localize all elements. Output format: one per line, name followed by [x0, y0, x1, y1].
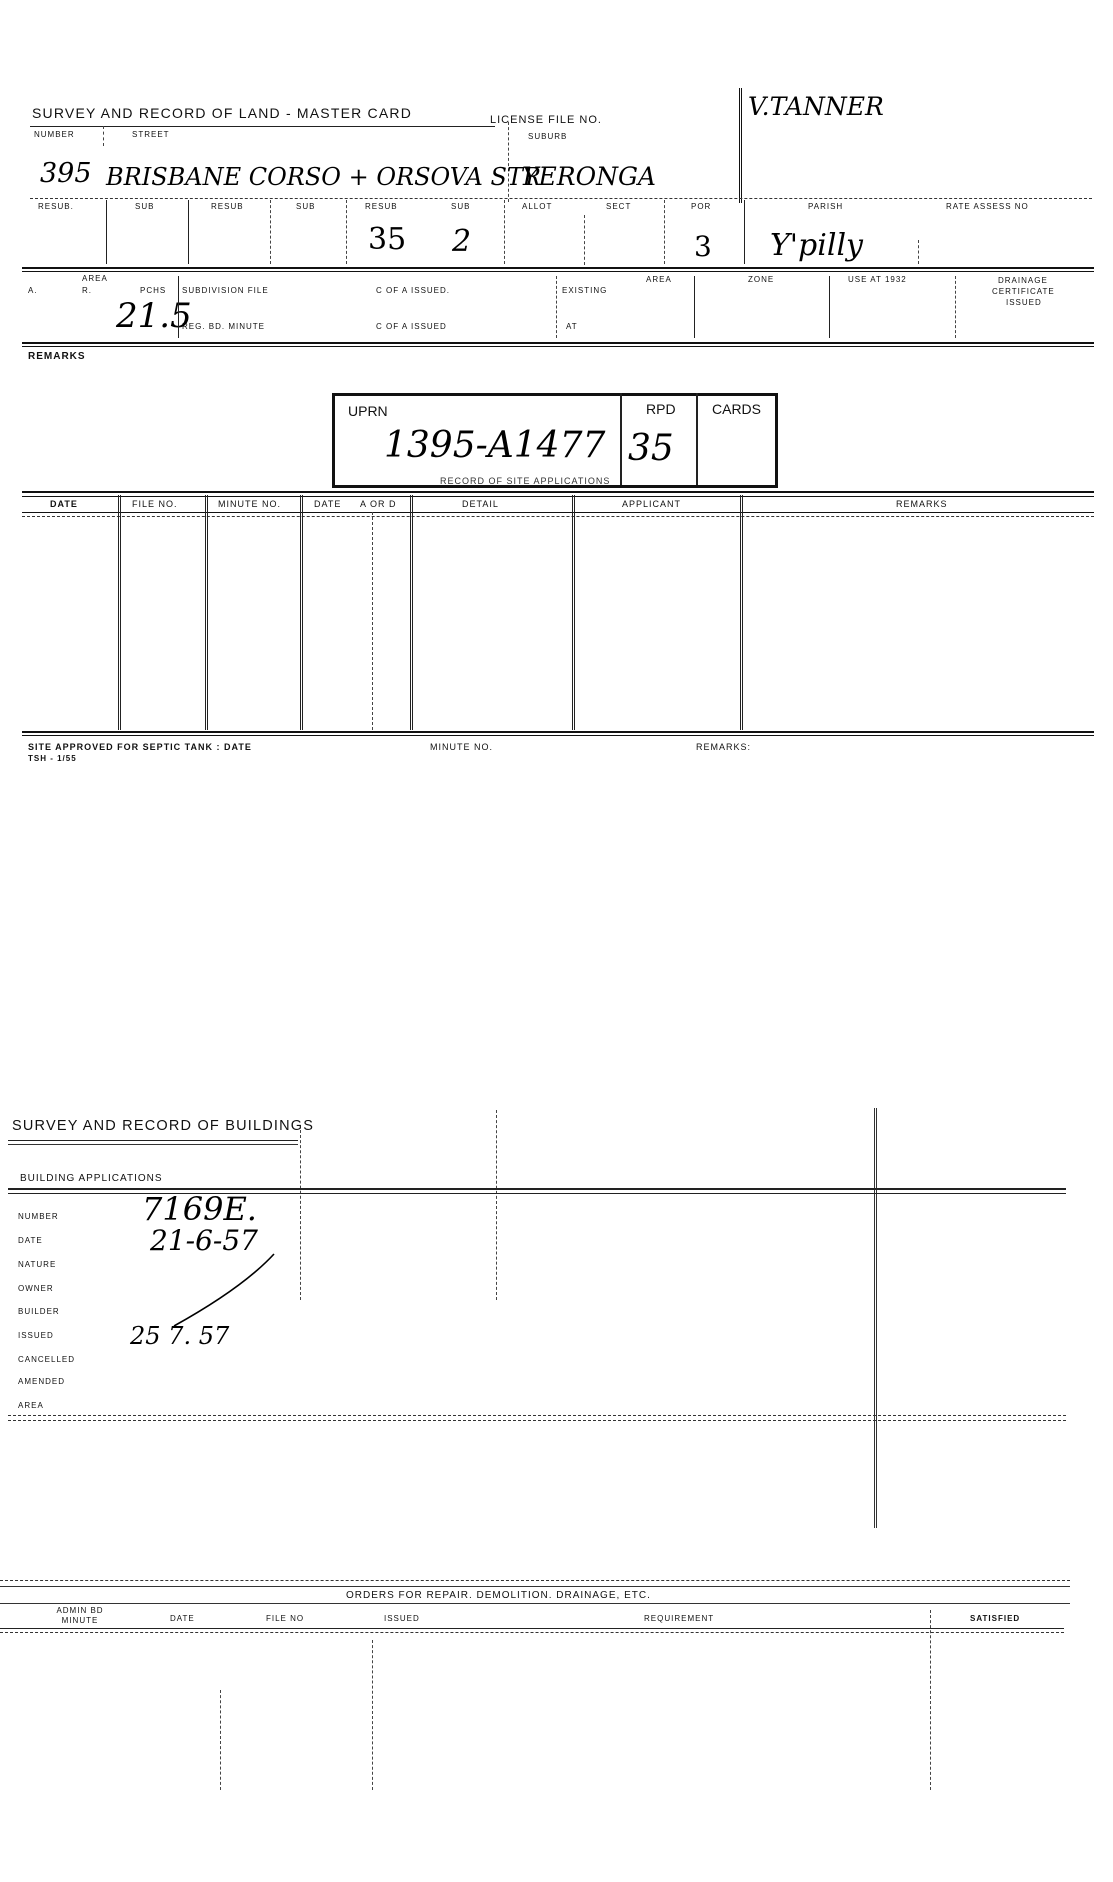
resub2-label: RESUB [211, 202, 244, 211]
orders-col-div-3 [930, 1610, 931, 1790]
col-div-5 [504, 200, 505, 264]
building-applications-label: BUILDING APPLICATIONS [20, 1173, 163, 1184]
reg-bd-minute-label: REG. BD. MINUTE [182, 322, 266, 331]
ba-bottom-rule [8, 1415, 1066, 1416]
buildings-mid-divider [496, 1110, 497, 1300]
orders-col-div-1 [220, 1690, 221, 1790]
site-col-div-5 [410, 495, 413, 730]
site-header-rule-b [22, 516, 1094, 517]
site-col-div-3 [300, 495, 303, 730]
suburb-label: SUBURB [528, 132, 568, 141]
land-card-title: SURVEY AND RECORD OF LAND - MASTER CARD [32, 105, 413, 121]
title-underline [30, 126, 495, 127]
orders-heading-rule [0, 1603, 1070, 1604]
allot-label: ALLOT [522, 202, 553, 211]
orders-header-rule [0, 1628, 1064, 1629]
site-table-bottom [22, 731, 1094, 733]
col-div-7 [664, 200, 665, 264]
col-detail: DETAIL [462, 499, 499, 509]
site-col-div-7 [740, 495, 743, 730]
certificate-label: CERTIFICATE [992, 287, 1055, 296]
street-label: STREET [132, 130, 170, 139]
street-handwritten: BRISBANE CORSO + ORSOVA STR [106, 163, 541, 191]
ba-bottom-rule-b [8, 1420, 1066, 1421]
col-div-2 [188, 200, 189, 264]
field-date: DATE [18, 1236, 43, 1245]
col-div-8 [744, 200, 745, 264]
col-div-4 [346, 200, 347, 264]
resub-label: RESUB. [38, 202, 74, 211]
sub3-label: SUB [451, 202, 471, 211]
site-col-div-2 [205, 495, 208, 730]
field-area: AREA [18, 1401, 44, 1410]
field-owner: OWNER [18, 1284, 54, 1293]
orders-col-div-2 [372, 1640, 373, 1790]
orders-col-file-no: FILE NO [266, 1614, 305, 1623]
ba-date-handwritten: 21-6-57 [150, 1224, 258, 1257]
ba-number-handwritten: 7169E. [142, 1190, 257, 1228]
c-of-a-issued-label: C OF A ISSUED. [376, 286, 451, 295]
sub2-label: SUB [296, 202, 316, 211]
field-cancelled: CANCELLED [18, 1355, 76, 1364]
row-divider-2b [22, 271, 1094, 272]
field-nature: NATURE [18, 1260, 57, 1269]
col-div-6 [584, 215, 585, 265]
resub-handwritten: 35 [368, 222, 407, 257]
buildings-title-underline-b [8, 1144, 298, 1145]
field-amended: AMENDED [18, 1377, 66, 1386]
field-number: NUMBER [18, 1212, 59, 1221]
area-label: AREA [82, 274, 108, 283]
col-div-9 [918, 240, 919, 264]
por-label: POR [691, 202, 712, 211]
zone-label: ZONE [748, 275, 775, 284]
r-label: R. [82, 286, 92, 295]
buildings-title-underline [8, 1140, 298, 1141]
owner-name-handwritten: V.TANNER [748, 92, 884, 121]
number-divider [103, 126, 104, 146]
area-div-1 [178, 276, 179, 338]
row-divider-1 [30, 198, 1092, 199]
drainage-label: DRAINAGE [998, 276, 1048, 285]
uprn-handwritten: 1395-A1477 [384, 425, 606, 466]
subdivision-file-label: SUBDIVISION FILE [182, 286, 269, 295]
ba-strike-line [170, 1250, 280, 1330]
existing-label: EXISTING [562, 286, 608, 295]
cards-label: CARDS [712, 401, 762, 417]
area-div-4 [829, 276, 830, 338]
uprn-rpd-divider [620, 393, 622, 485]
parish-handwritten: Y'pilly [770, 228, 863, 263]
license-file-label: LICENSE FILE NO. [490, 114, 602, 126]
buildings-card-title: SURVEY AND RECORD OF BUILDINGS [12, 1118, 315, 1134]
col-div-1 [106, 200, 107, 264]
area2-label: AREA [646, 275, 672, 284]
ba-issued-handwritten: 25 7. 57 [130, 1322, 230, 1350]
parish-label: PARISH [808, 202, 844, 211]
field-builder: BUILDER [18, 1307, 60, 1316]
col-div-3 [270, 200, 271, 264]
por-handwritten: 3 [694, 230, 712, 263]
site-header-rule [22, 512, 1094, 513]
rpd-label: RPD [646, 401, 676, 417]
orders-col-issued: ISSUED [384, 1614, 420, 1623]
col-remarks: REMARKS [896, 499, 948, 509]
pchs-label: PCHS [140, 286, 167, 295]
row-divider-3 [22, 342, 1094, 344]
row-divider-3b [22, 346, 1094, 347]
number-label: NUMBER [34, 130, 75, 139]
at-label: AT [566, 322, 578, 331]
col-date: DATE [50, 499, 78, 509]
orders-col-requirement: REQUIREMENT [644, 1614, 715, 1623]
use-at-label: USE AT 1932 [848, 275, 907, 284]
site-col-div-4 [372, 512, 373, 730]
col-file-no: FILE NO. [132, 499, 178, 509]
sub-handwritten: 2 [452, 224, 472, 259]
a-label: A. [28, 286, 38, 295]
site-applications-heading: RECORD OF SITE APPLICATIONS [440, 476, 611, 486]
rpd-handwritten: 35 [628, 428, 674, 469]
col-minute-no: MINUTE NO. [218, 499, 281, 509]
col-applicant: APPLICANT [622, 499, 682, 509]
footer-minute-label: MINUTE NO. [430, 742, 493, 752]
buildings-right-divider [874, 1108, 877, 1528]
issued-label: ISSUED [1006, 298, 1042, 307]
number-handwritten: 395 [40, 158, 92, 189]
suburb-handwritten: YERONGA [522, 162, 656, 191]
site-table-top-b [22, 496, 1094, 497]
remarks-label: REMARKS [28, 351, 86, 362]
septic-label: SITE APPROVED FOR SEPTIC TANK : DATE [28, 742, 252, 752]
field-issued: ISSUED [18, 1331, 54, 1340]
uprn-label: UPRN [348, 403, 388, 419]
form-code: TSH - 1/55 [28, 754, 77, 763]
owner-divider [739, 88, 742, 203]
orders-col-date: DATE [170, 1614, 195, 1623]
orders-top-rule [0, 1580, 1070, 1581]
orders-top-rule-b [0, 1586, 1070, 1587]
c-of-a-issued2-label: C OF A ISSUED [376, 322, 447, 331]
orders-heading: ORDERS FOR REPAIR. DEMOLITION. DRAINAGE, ETC. [346, 1590, 651, 1601]
site-col-div-6 [572, 495, 575, 730]
area-div-3 [694, 276, 695, 338]
rpd-cards-divider [696, 393, 698, 485]
buildings-left-divider [300, 1130, 301, 1300]
sub-label: SUB [135, 202, 155, 211]
area-div-5 [955, 276, 956, 338]
rate-assess-label: RATE ASSESS NO [946, 202, 1029, 211]
orders-col-admin: ADMIN BD MINUTE [56, 1606, 104, 1625]
col-date2: DATE [314, 499, 342, 509]
site-col-div-1 [118, 495, 121, 730]
site-table-top [22, 491, 1094, 493]
site-table-bottom-b [22, 735, 1094, 736]
area-div-2 [556, 276, 557, 338]
orders-header-rule-b [0, 1632, 1064, 1633]
sect-label: SECT [606, 202, 632, 211]
pchs-handwritten: 21.5 [116, 296, 192, 336]
col-a-or-d: A OR D [360, 499, 397, 509]
orders-col-satisfied: SATISFIED [970, 1614, 1021, 1623]
footer-remarks-label: REMARKS: [696, 742, 752, 752]
resub3-label: RESUB [365, 202, 398, 211]
row-divider-2 [22, 267, 1094, 269]
